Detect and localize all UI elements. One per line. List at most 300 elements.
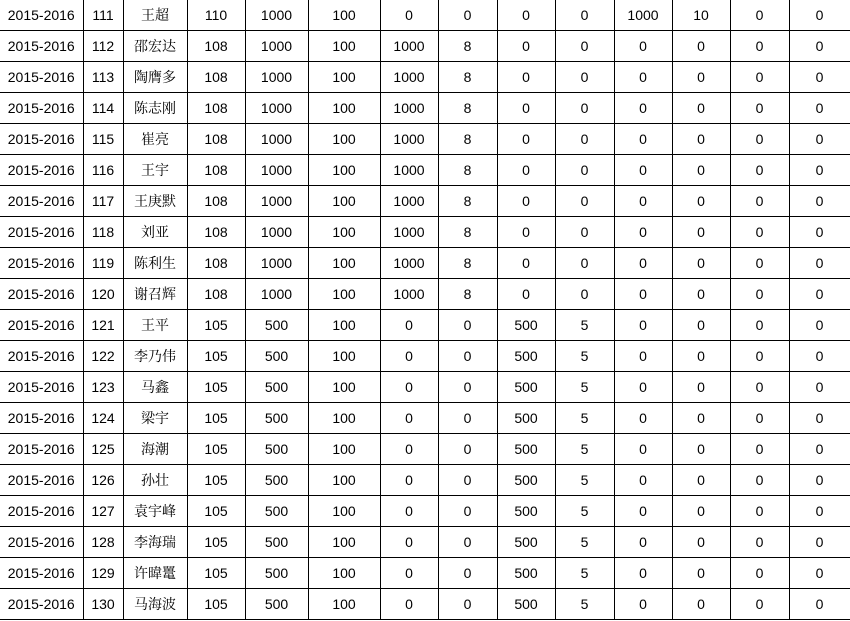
- count-c-cell[interactable]: 0: [555, 31, 614, 62]
- name-cell[interactable]: 谢召辉: [123, 279, 187, 310]
- name-cell[interactable]: 陶膺多: [123, 62, 187, 93]
- count-c-cell[interactable]: 0: [555, 62, 614, 93]
- count-e-cell[interactable]: 0: [789, 248, 850, 279]
- id-cell[interactable]: 127: [83, 496, 123, 527]
- amount-e-cell[interactable]: 0: [730, 155, 789, 186]
- count-b-cell[interactable]: 0: [438, 341, 497, 372]
- id-cell[interactable]: 130: [83, 589, 123, 620]
- amount-e-cell[interactable]: 0: [730, 310, 789, 341]
- amount-a-cell[interactable]: 1000: [245, 0, 308, 31]
- rate-cell[interactable]: 100: [308, 0, 380, 31]
- amount-c-cell[interactable]: 500: [497, 372, 555, 403]
- count-d-cell[interactable]: 0: [672, 372, 730, 403]
- table-row: [0, 372, 850, 403]
- rate-cell[interactable]: 100: [308, 217, 380, 248]
- amount-d-cell[interactable]: 0: [614, 589, 672, 620]
- amount-b-cell[interactable]: 0: [380, 0, 438, 31]
- count-d-cell[interactable]: 0: [672, 248, 730, 279]
- amount-a-cell[interactable]: 500: [245, 558, 308, 589]
- count-c-cell[interactable]: 5: [555, 341, 614, 372]
- name-cell[interactable]: 陈利生: [123, 248, 187, 279]
- name-cell[interactable]: 邵宏达: [123, 31, 187, 62]
- count-e-cell[interactable]: 0: [789, 62, 850, 93]
- count-e-cell[interactable]: 0: [789, 589, 850, 620]
- amount-c-cell[interactable]: 0: [497, 186, 555, 217]
- amount-d-cell[interactable]: 1000: [614, 0, 672, 31]
- count-e-cell[interactable]: 0: [789, 186, 850, 217]
- score-cell[interactable]: 108: [187, 279, 245, 310]
- count-c-cell[interactable]: 5: [555, 372, 614, 403]
- amount-a-cell[interactable]: 500: [245, 310, 308, 341]
- name-cell[interactable]: 王平: [123, 310, 187, 341]
- amount-d-cell[interactable]: 0: [614, 558, 672, 589]
- amount-b-cell[interactable]: 0: [380, 403, 438, 434]
- count-e-cell[interactable]: 0: [789, 403, 850, 434]
- amount-b-cell[interactable]: 0: [380, 310, 438, 341]
- score-cell[interactable]: 108: [187, 248, 245, 279]
- name-cell[interactable]: 王庚默: [123, 186, 187, 217]
- amount-e-cell[interactable]: 0: [730, 434, 789, 465]
- count-b-cell[interactable]: 0: [438, 0, 497, 31]
- amount-c-cell[interactable]: 0: [497, 279, 555, 310]
- amount-b-cell[interactable]: 0: [380, 372, 438, 403]
- amount-e-cell[interactable]: 0: [730, 93, 789, 124]
- count-e-cell[interactable]: 0: [789, 527, 850, 558]
- id-cell[interactable]: 113: [83, 62, 123, 93]
- count-b-cell[interactable]: 8: [438, 186, 497, 217]
- amount-e-cell[interactable]: 0: [730, 465, 789, 496]
- count-e-cell[interactable]: 0: [789, 155, 850, 186]
- amount-d-cell[interactable]: 0: [614, 62, 672, 93]
- score-cell[interactable]: 108: [187, 155, 245, 186]
- id-cell[interactable]: 116: [83, 155, 123, 186]
- year-cell[interactable]: 2015-2016: [0, 93, 83, 124]
- count-b-cell[interactable]: 0: [438, 434, 497, 465]
- name-cell[interactable]: 王宇: [123, 155, 187, 186]
- table-row: [0, 124, 850, 155]
- year-cell[interactable]: 2015-2016: [0, 217, 83, 248]
- count-c-cell[interactable]: 0: [555, 186, 614, 217]
- amount-a-cell[interactable]: 500: [245, 496, 308, 527]
- amount-c-cell[interactable]: 0: [497, 0, 555, 31]
- count-e-cell[interactable]: 0: [789, 372, 850, 403]
- count-e-cell[interactable]: 0: [789, 496, 850, 527]
- rate-cell[interactable]: 100: [308, 155, 380, 186]
- amount-c-cell[interactable]: 500: [497, 589, 555, 620]
- rate-cell[interactable]: 100: [308, 496, 380, 527]
- amount-c-cell[interactable]: 500: [497, 465, 555, 496]
- table-row: [0, 527, 850, 558]
- year-cell[interactable]: 2015-2016: [0, 496, 83, 527]
- amount-b-cell[interactable]: 0: [380, 589, 438, 620]
- amount-b-cell[interactable]: 0: [380, 341, 438, 372]
- amount-a-cell[interactable]: 1000: [245, 62, 308, 93]
- score-cell[interactable]: 108: [187, 217, 245, 248]
- amount-d-cell[interactable]: 0: [614, 31, 672, 62]
- amount-a-cell[interactable]: 500: [245, 341, 308, 372]
- rate-cell[interactable]: 100: [308, 248, 380, 279]
- id-cell[interactable]: 122: [83, 341, 123, 372]
- id-cell[interactable]: 128: [83, 527, 123, 558]
- amount-b-cell[interactable]: 0: [380, 465, 438, 496]
- count-c-cell[interactable]: 0: [555, 217, 614, 248]
- amount-b-cell[interactable]: 0: [380, 527, 438, 558]
- id-cell[interactable]: 112: [83, 31, 123, 62]
- table-row: [0, 434, 850, 465]
- table-row: [0, 496, 850, 527]
- name-cell[interactable]: 陈志刚: [123, 93, 187, 124]
- count-b-cell[interactable]: 0: [438, 372, 497, 403]
- amount-e-cell[interactable]: 0: [730, 279, 789, 310]
- amount-a-cell[interactable]: 1000: [245, 279, 308, 310]
- count-e-cell[interactable]: 0: [789, 434, 850, 465]
- name-cell[interactable]: 马鑫: [123, 372, 187, 403]
- amount-b-cell[interactable]: 1000: [380, 248, 438, 279]
- year-cell[interactable]: 2015-2016: [0, 124, 83, 155]
- score-cell[interactable]: 105: [187, 558, 245, 589]
- count-b-cell[interactable]: 0: [438, 310, 497, 341]
- count-c-cell[interactable]: 0: [555, 0, 614, 31]
- count-b-cell[interactable]: 8: [438, 155, 497, 186]
- name-cell[interactable]: 刘亚: [123, 217, 187, 248]
- amount-e-cell[interactable]: 0: [730, 589, 789, 620]
- count-c-cell[interactable]: 5: [555, 310, 614, 341]
- amount-e-cell[interactable]: 0: [730, 527, 789, 558]
- count-c-cell[interactable]: 5: [555, 589, 614, 620]
- count-c-cell[interactable]: 5: [555, 403, 614, 434]
- score-cell[interactable]: 105: [187, 310, 245, 341]
- table-row: [0, 341, 850, 372]
- amount-d-cell[interactable]: 0: [614, 217, 672, 248]
- amount-b-cell[interactable]: 1000: [380, 279, 438, 310]
- amount-d-cell[interactable]: 0: [614, 496, 672, 527]
- amount-e-cell[interactable]: 0: [730, 496, 789, 527]
- year-cell[interactable]: 2015-2016: [0, 186, 83, 217]
- id-cell[interactable]: 119: [83, 248, 123, 279]
- count-e-cell[interactable]: 0: [789, 124, 850, 155]
- amount-a-cell[interactable]: 1000: [245, 93, 308, 124]
- amount-a-cell[interactable]: 1000: [245, 248, 308, 279]
- score-cell[interactable]: 108: [187, 124, 245, 155]
- amount-b-cell[interactable]: 1000: [380, 217, 438, 248]
- id-cell[interactable]: 129: [83, 558, 123, 589]
- year-cell[interactable]: 2015-2016: [0, 403, 83, 434]
- amount-c-cell[interactable]: 500: [497, 527, 555, 558]
- name-cell[interactable]: 梁宇: [123, 403, 187, 434]
- name-cell[interactable]: 王超: [123, 0, 187, 31]
- id-cell[interactable]: 118: [83, 217, 123, 248]
- rate-cell[interactable]: 100: [308, 62, 380, 93]
- count-d-cell[interactable]: 0: [672, 186, 730, 217]
- table-row: [0, 0, 850, 31]
- score-cell[interactable]: 105: [187, 496, 245, 527]
- id-cell[interactable]: 120: [83, 279, 123, 310]
- table-row: [0, 248, 850, 279]
- count-e-cell[interactable]: 0: [789, 31, 850, 62]
- amount-c-cell[interactable]: 500: [497, 403, 555, 434]
- count-e-cell[interactable]: 0: [789, 341, 850, 372]
- year-cell[interactable]: 2015-2016: [0, 558, 83, 589]
- rate-cell[interactable]: 100: [308, 31, 380, 62]
- rate-cell[interactable]: 100: [308, 310, 380, 341]
- table-row: [0, 403, 850, 434]
- year-cell[interactable]: 2015-2016: [0, 341, 83, 372]
- rate-cell[interactable]: 100: [308, 341, 380, 372]
- year-cell[interactable]: 2015-2016: [0, 589, 83, 620]
- count-b-cell[interactable]: 8: [438, 279, 497, 310]
- count-b-cell[interactable]: 0: [438, 403, 497, 434]
- amount-d-cell[interactable]: 0: [614, 434, 672, 465]
- count-e-cell[interactable]: 0: [789, 465, 850, 496]
- amount-c-cell[interactable]: 0: [497, 62, 555, 93]
- id-cell[interactable]: 117: [83, 186, 123, 217]
- rate-cell[interactable]: 100: [308, 93, 380, 124]
- count-e-cell[interactable]: 0: [789, 0, 850, 31]
- rate-cell[interactable]: 100: [308, 434, 380, 465]
- amount-b-cell[interactable]: 1000: [380, 186, 438, 217]
- year-cell[interactable]: 2015-2016: [0, 310, 83, 341]
- count-d-cell[interactable]: 0: [672, 93, 730, 124]
- year-cell[interactable]: 2015-2016: [0, 372, 83, 403]
- count-c-cell[interactable]: 5: [555, 465, 614, 496]
- rate-cell[interactable]: 100: [308, 465, 380, 496]
- count-d-cell[interactable]: 0: [672, 589, 730, 620]
- amount-a-cell[interactable]: 1000: [245, 217, 308, 248]
- amount-a-cell[interactable]: 500: [245, 434, 308, 465]
- rate-cell[interactable]: 100: [308, 403, 380, 434]
- year-cell[interactable]: 2015-2016: [0, 434, 83, 465]
- id-cell[interactable]: 125: [83, 434, 123, 465]
- amount-d-cell[interactable]: 0: [614, 93, 672, 124]
- amount-d-cell[interactable]: 0: [614, 372, 672, 403]
- name-cell[interactable]: 李乃伟: [123, 341, 187, 372]
- amount-e-cell[interactable]: 0: [730, 248, 789, 279]
- amount-d-cell[interactable]: 0: [614, 279, 672, 310]
- count-c-cell[interactable]: 5: [555, 434, 614, 465]
- rate-cell[interactable]: 100: [308, 186, 380, 217]
- amount-e-cell[interactable]: 0: [730, 0, 789, 31]
- count-d-cell[interactable]: 0: [672, 279, 730, 310]
- amount-b-cell[interactable]: 1000: [380, 62, 438, 93]
- amount-a-cell[interactable]: 500: [245, 403, 308, 434]
- amount-e-cell[interactable]: 0: [730, 372, 789, 403]
- count-d-cell[interactable]: 0: [672, 31, 730, 62]
- score-cell[interactable]: 105: [187, 341, 245, 372]
- year-cell[interactable]: 2015-2016: [0, 279, 83, 310]
- amount-e-cell[interactable]: 0: [730, 124, 789, 155]
- amount-e-cell[interactable]: 0: [730, 217, 789, 248]
- count-d-cell[interactable]: 0: [672, 62, 730, 93]
- amount-c-cell[interactable]: 0: [497, 31, 555, 62]
- amount-b-cell[interactable]: 0: [380, 558, 438, 589]
- count-d-cell[interactable]: 0: [672, 341, 730, 372]
- count-d-cell[interactable]: 0: [672, 496, 730, 527]
- year-cell[interactable]: 2015-2016: [0, 465, 83, 496]
- count-c-cell[interactable]: 0: [555, 279, 614, 310]
- count-c-cell[interactable]: 0: [555, 93, 614, 124]
- count-d-cell[interactable]: 0: [672, 558, 730, 589]
- amount-a-cell[interactable]: 1000: [245, 186, 308, 217]
- amount-a-cell[interactable]: 1000: [245, 155, 308, 186]
- count-c-cell[interactable]: 5: [555, 496, 614, 527]
- amount-a-cell[interactable]: 500: [245, 465, 308, 496]
- table-row: [0, 186, 850, 217]
- count-b-cell[interactable]: 8: [438, 62, 497, 93]
- score-cell[interactable]: 105: [187, 527, 245, 558]
- amount-c-cell[interactable]: 0: [497, 155, 555, 186]
- amount-c-cell[interactable]: 0: [497, 93, 555, 124]
- score-cell[interactable]: 110: [187, 0, 245, 31]
- name-cell[interactable]: 孙壮: [123, 465, 187, 496]
- score-cell[interactable]: 108: [187, 93, 245, 124]
- amount-c-cell[interactable]: 0: [497, 248, 555, 279]
- amount-a-cell[interactable]: 500: [245, 589, 308, 620]
- name-cell[interactable]: 袁宇峰: [123, 496, 187, 527]
- count-d-cell[interactable]: 0: [672, 434, 730, 465]
- amount-c-cell[interactable]: 500: [497, 310, 555, 341]
- count-b-cell[interactable]: 8: [438, 124, 497, 155]
- count-b-cell[interactable]: 8: [438, 217, 497, 248]
- amount-e-cell[interactable]: 0: [730, 186, 789, 217]
- rate-cell[interactable]: 100: [308, 558, 380, 589]
- amount-c-cell[interactable]: 0: [497, 217, 555, 248]
- count-e-cell[interactable]: 0: [789, 558, 850, 589]
- amount-b-cell[interactable]: 1000: [380, 31, 438, 62]
- amount-e-cell[interactable]: 0: [730, 62, 789, 93]
- count-d-cell[interactable]: 0: [672, 527, 730, 558]
- count-c-cell[interactable]: 0: [555, 124, 614, 155]
- amount-c-cell[interactable]: 500: [497, 558, 555, 589]
- name-cell[interactable]: 海潮: [123, 434, 187, 465]
- count-e-cell[interactable]: 0: [789, 93, 850, 124]
- amount-d-cell[interactable]: 0: [614, 527, 672, 558]
- amount-c-cell[interactable]: 500: [497, 434, 555, 465]
- id-cell[interactable]: 126: [83, 465, 123, 496]
- count-b-cell[interactable]: 0: [438, 465, 497, 496]
- count-e-cell[interactable]: 0: [789, 279, 850, 310]
- year-cell[interactable]: 2015-2016: [0, 62, 83, 93]
- count-d-cell[interactable]: 0: [672, 310, 730, 341]
- amount-b-cell[interactable]: 0: [380, 496, 438, 527]
- amount-d-cell[interactable]: 0: [614, 341, 672, 372]
- count-b-cell[interactable]: 0: [438, 496, 497, 527]
- count-c-cell[interactable]: 0: [555, 155, 614, 186]
- amount-e-cell[interactable]: 0: [730, 31, 789, 62]
- table-row: [0, 310, 850, 341]
- id-cell[interactable]: 114: [83, 93, 123, 124]
- count-e-cell[interactable]: 0: [789, 310, 850, 341]
- amount-e-cell[interactable]: 0: [730, 403, 789, 434]
- amount-e-cell[interactable]: 0: [730, 558, 789, 589]
- count-b-cell[interactable]: 0: [438, 558, 497, 589]
- count-c-cell[interactable]: 5: [555, 527, 614, 558]
- count-c-cell[interactable]: 0: [555, 248, 614, 279]
- table-row: [0, 62, 850, 93]
- rate-cell[interactable]: 100: [308, 124, 380, 155]
- table-row: [0, 93, 850, 124]
- count-b-cell[interactable]: 8: [438, 248, 497, 279]
- year-cell[interactable]: 2015-2016: [0, 31, 83, 62]
- year-cell[interactable]: 2015-2016: [0, 248, 83, 279]
- amount-d-cell[interactable]: 0: [614, 403, 672, 434]
- amount-d-cell[interactable]: 0: [614, 465, 672, 496]
- amount-d-cell[interactable]: 0: [614, 310, 672, 341]
- amount-b-cell[interactable]: 1000: [380, 93, 438, 124]
- count-b-cell[interactable]: 8: [438, 31, 497, 62]
- rate-cell[interactable]: 100: [308, 372, 380, 403]
- count-d-cell[interactable]: 0: [672, 403, 730, 434]
- amount-c-cell[interactable]: 500: [497, 341, 555, 372]
- amount-a-cell[interactable]: 500: [245, 527, 308, 558]
- amount-b-cell[interactable]: 1000: [380, 155, 438, 186]
- score-cell[interactable]: 108: [187, 31, 245, 62]
- score-cell[interactable]: 105: [187, 372, 245, 403]
- id-cell[interactable]: 123: [83, 372, 123, 403]
- table-row: [0, 558, 850, 589]
- count-d-cell[interactable]: 0: [672, 155, 730, 186]
- score-cell[interactable]: 105: [187, 434, 245, 465]
- table-row: [0, 155, 850, 186]
- count-b-cell[interactable]: 8: [438, 93, 497, 124]
- rate-cell[interactable]: 100: [308, 279, 380, 310]
- amount-a-cell[interactable]: 1000: [245, 31, 308, 62]
- year-cell[interactable]: 2015-2016: [0, 527, 83, 558]
- amount-e-cell[interactable]: 0: [730, 341, 789, 372]
- amount-c-cell[interactable]: 0: [497, 124, 555, 155]
- name-cell[interactable]: 许暐鼍: [123, 558, 187, 589]
- rate-cell[interactable]: 100: [308, 527, 380, 558]
- table-row: [0, 279, 850, 310]
- id-cell[interactable]: 115: [83, 124, 123, 155]
- table-row: [0, 465, 850, 496]
- score-cell[interactable]: 105: [187, 465, 245, 496]
- amount-b-cell[interactable]: 0: [380, 434, 438, 465]
- name-cell[interactable]: 李海瑞: [123, 527, 187, 558]
- amount-d-cell[interactable]: 0: [614, 186, 672, 217]
- score-cell[interactable]: 105: [187, 403, 245, 434]
- id-cell[interactable]: 121: [83, 310, 123, 341]
- count-b-cell[interactable]: 0: [438, 527, 497, 558]
- year-cell[interactable]: 2015-2016: [0, 155, 83, 186]
- table-row: [0, 217, 850, 248]
- name-cell[interactable]: 崔亮: [123, 124, 187, 155]
- amount-a-cell[interactable]: 500: [245, 372, 308, 403]
- count-c-cell[interactable]: 5: [555, 558, 614, 589]
- count-b-cell[interactable]: 0: [438, 589, 497, 620]
- rate-cell[interactable]: 100: [308, 589, 380, 620]
- count-d-cell[interactable]: 10: [672, 0, 730, 31]
- amount-c-cell[interactable]: 500: [497, 496, 555, 527]
- table-row: [0, 31, 850, 62]
- id-cell[interactable]: 124: [83, 403, 123, 434]
- count-d-cell[interactable]: 0: [672, 124, 730, 155]
- count-d-cell[interactable]: 0: [672, 465, 730, 496]
- year-cell[interactable]: 2015-2016: [0, 0, 83, 31]
- count-d-cell[interactable]: 0: [672, 217, 730, 248]
- name-cell[interactable]: 马海波: [123, 589, 187, 620]
- amount-b-cell[interactable]: 1000: [380, 124, 438, 155]
- count-e-cell[interactable]: 0: [789, 217, 850, 248]
- score-cell[interactable]: 108: [187, 186, 245, 217]
- score-cell[interactable]: 105: [187, 589, 245, 620]
- table-row: [0, 589, 850, 620]
- score-cell[interactable]: 108: [187, 62, 245, 93]
- amount-d-cell[interactable]: 0: [614, 248, 672, 279]
- id-cell[interactable]: 111: [83, 0, 123, 31]
- amount-a-cell[interactable]: 1000: [245, 124, 308, 155]
- amount-d-cell[interactable]: 0: [614, 124, 672, 155]
- amount-d-cell[interactable]: 0: [614, 155, 672, 186]
